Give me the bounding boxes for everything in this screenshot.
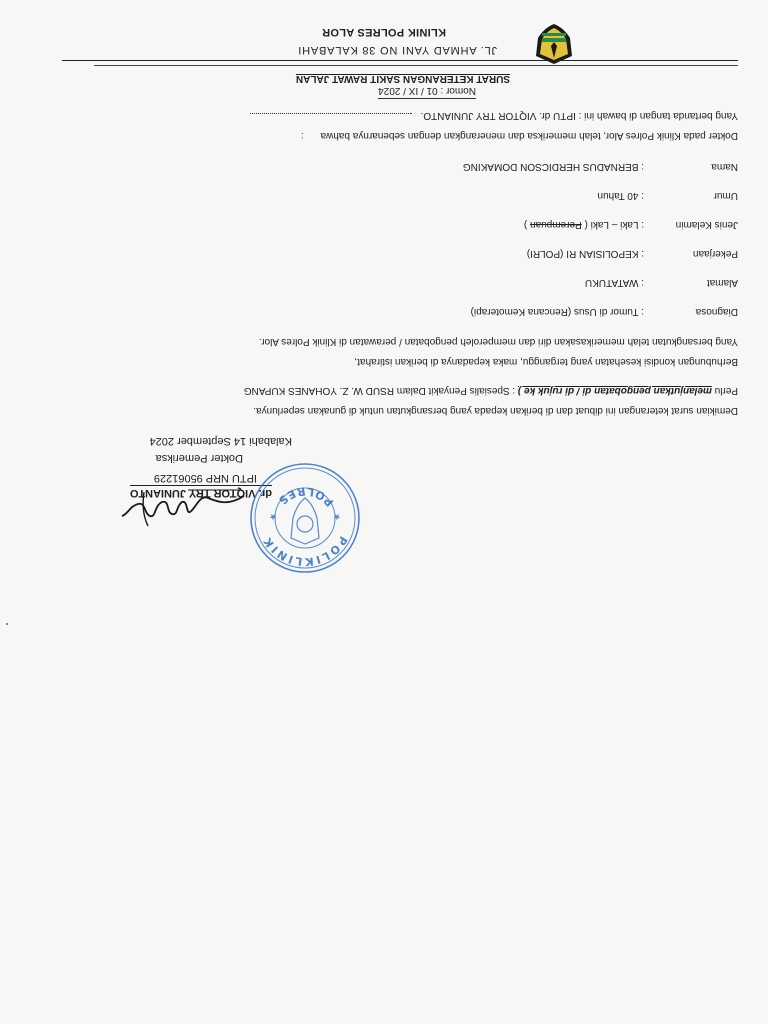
clinic-name: KLINIK POLRES ALOR — [321, 26, 446, 38]
referral-emphasis: melanjutkan pengobatan di / di rujuk ke ) — [517, 385, 712, 396]
gender-female-struck: Perempuan — [530, 219, 582, 230]
stamp-text-top: POLIKLINIK — [260, 533, 350, 569]
gender-male: : Laki – Laki ( — [581, 219, 644, 230]
svg-text:POLIKLINIK — [260, 534, 350, 569]
field-label-nama: Nama — [711, 161, 738, 172]
field-label-diagnosa: Diagnosa — [695, 306, 738, 317]
stamp-text-bottom: POLRES — [273, 484, 337, 510]
field-value-umur: : 40 Tahun — [597, 190, 644, 201]
signature-place-date: Kalabahi 14 September 2024 — [149, 435, 292, 447]
svg-text:★: ★ — [332, 511, 341, 521]
scan-speck — [6, 623, 8, 625]
field-label-jenis-kelamin: Jenis Kelamin — [675, 219, 738, 230]
field-value-nama: : BERNADUS HERDICSON DOMAKING — [462, 161, 644, 172]
field-value-alamat: : WATATUKU — [584, 277, 644, 288]
referral-prefix: Perlu — [711, 385, 738, 396]
field-label-pekerjaan: Pekerjaan — [692, 248, 738, 259]
body-paragraph-4: Demikian surat keterangan ini dibuat dan di berikan kepada yang bersangkutan untuk di gunakan seperlunya. — [253, 405, 738, 416]
header-divider-thin — [94, 65, 738, 66]
field-value-diagnosa: : Tumor di Usus (Rencana Kemoterapi) — [470, 306, 644, 317]
intro-text-1: Yang bertanda tangan di bawah ini : IPTU dr. VIQTOR TRY JUNIANTO. — [420, 110, 738, 121]
polyclinic-stamp — [249, 462, 361, 574]
signature-rank-nrp: IPTU NRP 95061229 — [153, 472, 257, 484]
intro-text-2: Dokter pada Klinik Polres Alor, telah memeriksa dan menerangkan dengan sebenarnya bahwa — [320, 130, 738, 141]
body-paragraph-1: Yang bersangkutan telah memerikasakan diri dan memperoleh pengobatan / perawatan di Klinik Polres Alor. — [259, 336, 738, 347]
letter-title: SURAT KETERANGAN SAKIT RAWAT JALAN — [295, 73, 510, 84]
gender-close: ) — [523, 219, 531, 230]
intro-line-2 — [301, 130, 738, 141]
field-value-jenis-kelamin — [524, 219, 644, 230]
signature-name: dr. VIQTOR TRY JUNIANTO — [129, 487, 272, 499]
intro-dotline — [250, 113, 412, 114]
intro-line-1 — [250, 110, 738, 121]
referral-destination: : Spesialis Penyakit Dalam RSUD W. Z. YOHANES KUPANG — [243, 385, 518, 396]
body-paragraph-2: Berhubungan kondisi kesehatan yang terganggu, maka kepadanya di berikan istirahat, — [354, 356, 738, 367]
svg-text:★: ★ — [268, 511, 277, 521]
body-paragraph-3 — [244, 385, 738, 396]
clinic-address: JL. AHMAD YANI NO 38 KALABAHI — [297, 44, 497, 56]
header-divider — [62, 60, 738, 61]
svg-text:POLRES — [274, 484, 336, 509]
field-value-pekerjaan: : KEPOLISIAN RI (POLRI) — [526, 248, 644, 259]
field-label-alamat: Alamat — [706, 277, 738, 288]
signature-role: Dokter Pemeriksa — [155, 452, 243, 464]
letter-number: Nomor : 01 / IX / 2024 — [378, 85, 476, 99]
intro-colon: : — [300, 130, 304, 141]
field-label-umur: Umur — [713, 190, 738, 201]
